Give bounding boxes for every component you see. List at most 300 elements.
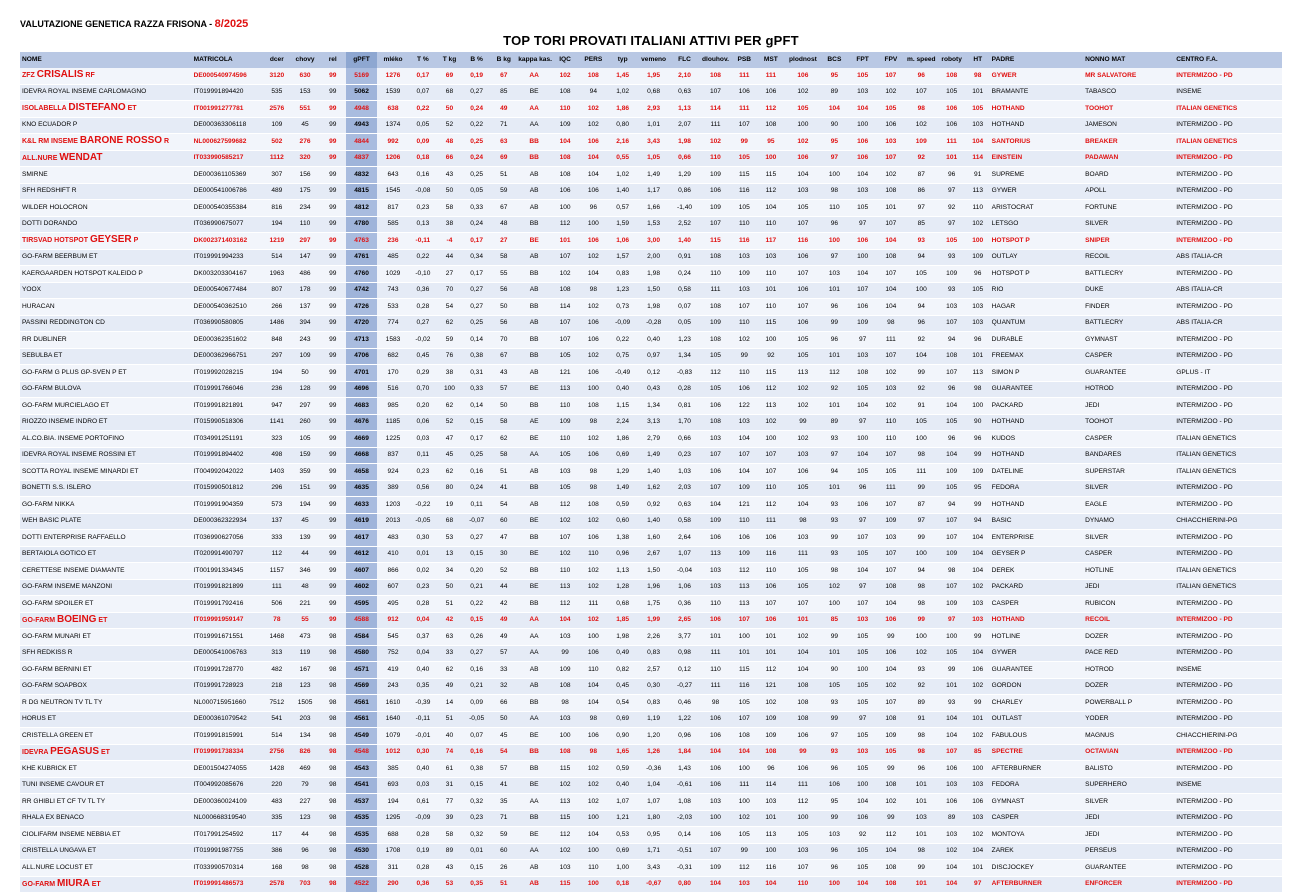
table-cell: 107 — [938, 744, 966, 761]
table-cell: 99 — [966, 447, 990, 464]
table-cell: 113 — [966, 365, 990, 382]
table-cell: 0,45 — [409, 348, 437, 365]
bull-name: HORUS ET — [20, 711, 192, 728]
table-cell: 102 — [732, 332, 756, 349]
table-cell: 107 — [699, 84, 733, 101]
table-cell: 103 — [877, 381, 905, 398]
table-cell: 98 — [320, 662, 346, 679]
table-cell: DK002371403162 — [192, 233, 264, 250]
table-cell: 105 — [786, 827, 821, 844]
table-cell: 108 — [877, 860, 905, 877]
bull-name: GO-FARM BEERBUM ET — [20, 249, 192, 266]
table-cell: 102 — [578, 348, 608, 365]
table-cell: 4635 — [346, 480, 377, 497]
table-cell: 0,66 — [670, 150, 698, 167]
table-cell: 92 — [756, 348, 785, 365]
table-cell: 51 — [437, 596, 462, 613]
table-cell: OCTAVIAN — [1083, 744, 1174, 761]
table-cell: 0,14 — [462, 398, 491, 415]
column-header: PSB — [732, 52, 756, 68]
table-cell: 52 — [491, 563, 516, 580]
table-cell: 45 — [437, 447, 462, 464]
table-cell: 103 — [732, 876, 756, 893]
table-cell: 0,86 — [670, 183, 698, 200]
column-header: plodnost — [786, 52, 821, 68]
table-cell: 1,49 — [637, 167, 671, 184]
table-row — [20, 530, 1282, 547]
table-cell: 419 — [377, 662, 408, 679]
table-cell: 111 — [699, 117, 733, 134]
table-cell: 0,30 — [637, 678, 671, 695]
table-cell: AFTERBURNER — [990, 876, 1083, 893]
table-cell: 107 — [552, 315, 578, 332]
table-row — [20, 365, 1282, 382]
table-cell: 1,98 — [609, 629, 637, 646]
table-cell: 101 — [786, 612, 821, 629]
table-cell: 106 — [552, 183, 578, 200]
table-cell: 1,07 — [609, 794, 637, 811]
table-cell: 102 — [578, 579, 608, 596]
table-cell: 688 — [377, 827, 408, 844]
table-cell: INSEME — [1174, 777, 1282, 794]
table-cell: 98 — [578, 480, 608, 497]
table-cell: 0,83 — [637, 645, 671, 662]
table-cell: 121 — [732, 497, 756, 514]
table-cell: 1708 — [377, 843, 408, 860]
table-cell: SUPERHERO — [1083, 777, 1174, 794]
table-cell: INTERMIZOO - PD — [1174, 843, 1282, 860]
table-cell: 98 — [938, 563, 966, 580]
table-cell: 97 — [820, 150, 848, 167]
table-cell: 102 — [578, 299, 608, 316]
table-cell: AA — [516, 447, 552, 464]
table-cell: -0,22 — [409, 497, 437, 514]
table-cell: 105 — [552, 480, 578, 497]
table-cell: 0,63 — [670, 497, 698, 514]
table-cell: 0,40 — [637, 332, 671, 349]
table-cell: 260 — [290, 414, 319, 431]
table-cell: 99 — [820, 629, 848, 646]
table-cell: 31 — [437, 777, 462, 794]
table-cell: 110 — [699, 596, 733, 613]
table-cell: DOZER — [1083, 629, 1174, 646]
bulls-table — [20, 52, 1282, 893]
table-cell: 0,22 — [409, 101, 437, 118]
bull-name-prefix: GO-FARM — [22, 880, 56, 888]
table-cell: 106 — [578, 365, 608, 382]
table-cell: 4633 — [346, 497, 377, 514]
table-cell: 57 — [491, 761, 516, 778]
table-cell: 0,90 — [609, 728, 637, 745]
table-cell: SILVER — [1083, 794, 1174, 811]
table-cell: 128 — [290, 381, 319, 398]
column-header: FPT — [849, 52, 877, 68]
table-cell: MONTOYA — [990, 827, 1083, 844]
table-cell: 297 — [290, 398, 319, 415]
table-cell: 101 — [966, 860, 990, 877]
table-cell: 1486 — [263, 315, 290, 332]
table-cell: AB — [516, 282, 552, 299]
table-cell: 4530 — [346, 843, 377, 860]
table-cell: 109 — [732, 546, 756, 563]
table-cell: 105 — [732, 150, 756, 167]
table-cell: GUARANTEE — [1083, 860, 1174, 877]
table-cell: 104 — [732, 431, 756, 448]
table-cell: PERSEUS — [1083, 843, 1174, 860]
table-cell: AB — [516, 678, 552, 695]
table-cell: BB — [516, 563, 552, 580]
table-cell: 1206 — [377, 150, 408, 167]
table-cell: 71 — [491, 810, 516, 827]
table-cell: 100 — [786, 810, 821, 827]
table-cell: 0,27 — [409, 315, 437, 332]
table-cell: 266 — [263, 299, 290, 316]
bull-name-main: BOEING — [57, 613, 97, 625]
table-cell: 107 — [732, 612, 756, 629]
table-cell: 1,40 — [609, 183, 637, 200]
table-cell: 0,07 — [409, 84, 437, 101]
table-cell: 1,23 — [670, 332, 698, 349]
table-cell: 1,03 — [670, 464, 698, 481]
table-cell: IT001991334345 — [192, 563, 264, 580]
table-cell: 103 — [849, 183, 877, 200]
table-cell: 45 — [290, 513, 319, 530]
table-cell: 106 — [849, 299, 877, 316]
table-cell: 106 — [786, 150, 821, 167]
table-cell: 0,04 — [409, 612, 437, 629]
table-cell: IT033990585217 — [192, 150, 264, 167]
table-cell: 227 — [290, 794, 319, 811]
table-cell: 221 — [290, 596, 319, 613]
table-cell: 100 — [756, 150, 785, 167]
table-cell: BB — [516, 332, 552, 349]
table-cell: 111 — [699, 678, 733, 695]
bull-name-main: MIURA — [57, 877, 90, 889]
table-cell: 102 — [877, 678, 905, 695]
table-cell: JAMESON — [1083, 117, 1174, 134]
table-cell: IT001991277781 — [192, 101, 264, 118]
table-cell: 5169 — [346, 68, 377, 84]
table-cell: 99 — [320, 365, 346, 382]
table-cell: 4571 — [346, 662, 377, 679]
table-cell: 101 — [938, 150, 966, 167]
table-cell: 106 — [699, 827, 733, 844]
table-row — [20, 266, 1282, 283]
table-cell: 102 — [552, 68, 578, 84]
table-cell: 106 — [578, 332, 608, 349]
bull-name-prefix: ZFZ — [22, 72, 35, 80]
table-row — [20, 480, 1282, 497]
table-cell: 100 — [849, 777, 877, 794]
table-cell: ITALIAN GENETICS — [1174, 431, 1282, 448]
table-row-highlighted — [20, 101, 1282, 118]
bull-name: YOOX — [20, 282, 192, 299]
table-cell: 93 — [905, 233, 938, 250]
table-cell: BE — [516, 579, 552, 596]
table-cell: BB — [516, 761, 552, 778]
table-cell: GYWER — [990, 68, 1083, 84]
table-cell: 101 — [552, 233, 578, 250]
table-cell: 102 — [966, 579, 990, 596]
table-cell: 96 — [820, 860, 848, 877]
table-cell: 61 — [437, 761, 462, 778]
table-cell: 49 — [491, 629, 516, 646]
table-cell: 116 — [732, 233, 756, 250]
table-cell: 109 — [263, 117, 290, 134]
table-cell: 98 — [320, 761, 346, 778]
table-cell: -0,61 — [670, 777, 698, 794]
table-cell: 27 — [491, 233, 516, 250]
column-header: BCS — [820, 52, 848, 68]
table-cell: 103 — [849, 612, 877, 629]
table-cell: 3120 — [263, 68, 290, 84]
table-cell: 109 — [756, 728, 785, 745]
table-cell: 104 — [849, 101, 877, 118]
table-cell: GUARANTEE — [990, 662, 1083, 679]
table-cell: 27 — [437, 266, 462, 283]
bull-name: SFH REDSHIFT R — [20, 183, 192, 200]
table-cell: 106 — [756, 84, 785, 101]
table-cell: 99 — [786, 414, 821, 431]
table-cell: 4742 — [346, 282, 377, 299]
table-cell: 93 — [820, 546, 848, 563]
table-cell: IT019991486573 — [192, 876, 264, 893]
table-cell: 108 — [877, 777, 905, 794]
bull-name: PASSINI REDDINGTON CD — [20, 315, 192, 332]
table-cell: 101 — [938, 678, 966, 695]
table-cell: 110 — [732, 513, 756, 530]
table-cell: BB — [516, 216, 552, 233]
table-cell: HOTROD — [1083, 662, 1174, 679]
table-cell: 100 — [966, 398, 990, 415]
report-header-label: VALUTAZIONE GENETICA RAZZA FRISONA - — [20, 19, 215, 29]
table-cell: 0,15 — [462, 414, 491, 431]
table-cell: 106 — [786, 464, 821, 481]
table-cell: 102 — [756, 695, 785, 712]
table-cell: 1,71 — [637, 843, 671, 860]
table-cell: 112 — [756, 101, 785, 118]
table-cell: 0,32 — [462, 827, 491, 844]
table-cell: 94 — [820, 464, 848, 481]
table-cell: 90 — [820, 662, 848, 679]
table-cell: 638 — [377, 101, 408, 118]
table-cell: 1157 — [263, 563, 290, 580]
table-cell: 106 — [699, 183, 733, 200]
table-cell: 96 — [966, 266, 990, 283]
table-cell: 90 — [820, 117, 848, 134]
table-cell: 110 — [732, 315, 756, 332]
table-cell: 92 — [849, 827, 877, 844]
table-cell: 99 — [938, 662, 966, 679]
table-cell: 4943 — [346, 117, 377, 134]
table-cell: 1,04 — [637, 777, 671, 794]
table-cell: 117 — [263, 827, 290, 844]
table-cell: 168 — [263, 860, 290, 877]
table-cell: 0,35 — [409, 678, 437, 695]
table-row — [20, 282, 1282, 299]
table-cell: 2,57 — [637, 662, 671, 679]
table-cell: 394 — [290, 315, 319, 332]
table-cell: 0,80 — [609, 117, 637, 134]
table-cell: 112 — [756, 381, 785, 398]
table-cell: 4535 — [346, 810, 377, 827]
table-cell: 104 — [820, 101, 848, 118]
table-cell: 105 — [290, 431, 319, 448]
table-cell: 105 — [849, 464, 877, 481]
table-cell: 42 — [437, 612, 462, 629]
table-cell: 108 — [877, 711, 905, 728]
table-cell: 220 — [263, 777, 290, 794]
table-cell: 111 — [732, 777, 756, 794]
bull-name-prefix: IDEVRA — [22, 748, 49, 756]
table-cell: HOTHAND — [990, 612, 1083, 629]
table-cell: 105 — [849, 695, 877, 712]
table-cell: 19 — [437, 497, 462, 514]
table-cell: 62 — [437, 464, 462, 481]
table-cell: IT019991894420 — [192, 84, 264, 101]
table-cell: 0,32 — [462, 794, 491, 811]
page-title: TOP TORI PROVATI ITALIANI ATTIVI PER gPFT — [503, 33, 799, 48]
table-cell: ABS ITALIA-CR — [1174, 249, 1282, 266]
table-cell: 752 — [377, 645, 408, 662]
bull-name-main: BARONE ROSSO — [79, 135, 163, 147]
table-cell: 0,96 — [670, 728, 698, 745]
table-cell: 335 — [263, 810, 290, 827]
table-cell: 105 — [820, 678, 848, 695]
table-cell: 66 — [437, 150, 462, 167]
table-cell: 0,29 — [409, 365, 437, 382]
table-cell: 489 — [263, 183, 290, 200]
table-cell: 108 — [732, 728, 756, 745]
table-cell: ABS ITALIA-CR — [1174, 315, 1282, 332]
table-cell: SILVER — [1083, 216, 1174, 233]
table-cell: 992 — [377, 134, 408, 151]
table-cell: AB — [516, 249, 552, 266]
table-cell: 96 — [820, 843, 848, 860]
table-cell: IT019991728923 — [192, 678, 264, 695]
table-cell: 1,13 — [670, 101, 698, 118]
table-cell: 0,83 — [637, 695, 671, 712]
table-cell: 4617 — [346, 530, 377, 547]
table-cell: 103 — [877, 134, 905, 151]
table-cell: 99 — [320, 513, 346, 530]
table-cell: 109 — [699, 200, 733, 217]
bull-name: GO-FARM BERNINI ET — [20, 662, 192, 679]
table-cell: IT036990627056 — [192, 530, 264, 547]
bull-name-suffix: ET — [101, 748, 110, 756]
table-row — [20, 827, 1282, 844]
bull-name: SEBULBA ET — [20, 348, 192, 365]
table-cell: LETSGO — [990, 216, 1083, 233]
table-cell: 106 — [938, 794, 966, 811]
table-cell: 0,35 — [462, 876, 491, 893]
table-cell: ENTERPRISE — [990, 530, 1083, 547]
table-cell: 123 — [290, 810, 319, 827]
table-cell: 107 — [877, 563, 905, 580]
table-cell: 115 — [756, 365, 785, 382]
table-cell: 0,20 — [409, 398, 437, 415]
table-cell: 109 — [966, 249, 990, 266]
table-cell: 98 — [966, 381, 990, 398]
table-cell: 68 — [437, 84, 462, 101]
table-cell: BB — [516, 744, 552, 761]
table-cell: 0,73 — [609, 299, 637, 316]
table-cell: 98 — [905, 843, 938, 860]
bull-name — [20, 101, 192, 118]
table-cell: 108 — [786, 711, 821, 728]
column-header: dcer — [263, 52, 290, 68]
table-cell: 194 — [377, 794, 408, 811]
table-cell: 103 — [756, 249, 785, 266]
table-cell: 114 — [699, 101, 733, 118]
table-cell: 1,29 — [670, 167, 698, 184]
table-cell: 99 — [320, 612, 346, 629]
table-cell: SIMON P — [990, 365, 1083, 382]
table-cell: 99 — [320, 464, 346, 481]
table-cell: 104 — [966, 530, 990, 547]
table-cell: RECOIL — [1083, 249, 1174, 266]
table-cell: GUARANTEE — [1083, 365, 1174, 382]
table-cell: 106 — [849, 150, 877, 167]
table-cell: 0,75 — [609, 348, 637, 365]
table-cell: 98 — [578, 282, 608, 299]
table-cell: 100 — [849, 117, 877, 134]
table-cell: 108 — [786, 695, 821, 712]
table-cell: 108 — [938, 68, 966, 84]
table-cell: INTERMIZOO - PD — [1174, 629, 1282, 646]
table-row — [20, 579, 1282, 596]
table-cell: 53 — [437, 530, 462, 547]
table-cell: 385 — [377, 761, 408, 778]
table-cell: IT019991766046 — [192, 381, 264, 398]
table-cell: OUTLAST — [990, 711, 1083, 728]
table-cell: 101 — [756, 645, 785, 662]
table-cell: 104 — [938, 711, 966, 728]
table-cell: 1,34 — [637, 398, 671, 415]
table-cell: SUPERSTAR — [1083, 464, 1174, 481]
table-cell: 104 — [578, 678, 608, 695]
table-cell: 92 — [905, 332, 938, 349]
table-cell: 0,23 — [409, 579, 437, 596]
table-cell: 98 — [905, 101, 938, 118]
table-cell: 111 — [877, 480, 905, 497]
table-cell: INTERMIZOO - PD — [1174, 381, 1282, 398]
table-cell: 99 — [320, 150, 346, 167]
table-cell: IT019991821899 — [192, 579, 264, 596]
table-cell: 101 — [820, 480, 848, 497]
table-cell: 110 — [877, 414, 905, 431]
table-cell: 102 — [552, 266, 578, 283]
table-cell: 108 — [552, 84, 578, 101]
table-cell: 47 — [437, 431, 462, 448]
table-cell: 111 — [786, 777, 821, 794]
table-cell: 0,18 — [609, 876, 637, 893]
table-cell: 99 — [320, 200, 346, 217]
table-cell: 103 — [699, 563, 733, 580]
bull-name: RIOZZO INSEME INDRO ET — [20, 414, 192, 431]
bull-name: HURACAN — [20, 299, 192, 316]
table-cell: 62 — [491, 431, 516, 448]
table-cell: 97 — [938, 612, 966, 629]
table-cell: 107 — [756, 596, 785, 613]
table-cell: 113 — [552, 794, 578, 811]
table-cell: 107 — [877, 497, 905, 514]
table-cell: 96 — [756, 761, 785, 778]
table-cell: 0,01 — [462, 843, 491, 860]
table-cell: 0,03 — [409, 431, 437, 448]
table-cell: 109 — [938, 546, 966, 563]
table-cell: 0,16 — [409, 167, 437, 184]
